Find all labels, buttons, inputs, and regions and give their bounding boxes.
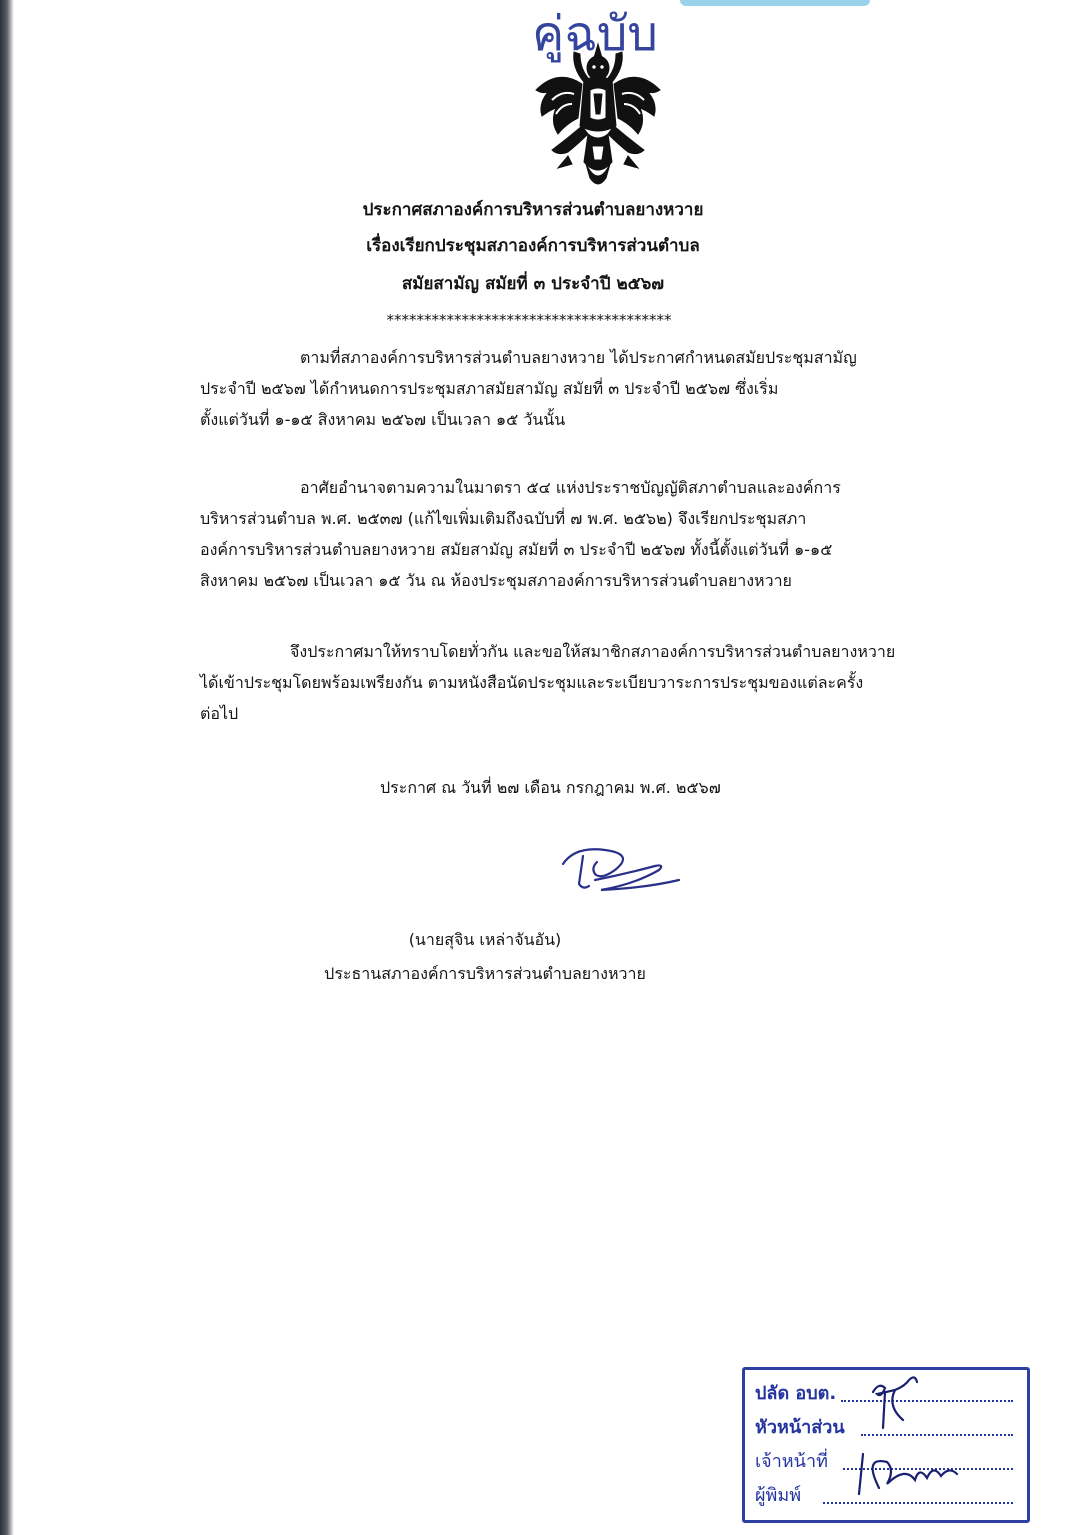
- paragraph-line: ตั้งแต่วันที่ ๑-๑๕ สิงหาคม ๒๕๖๗ เป็นเวลา ๑๕ วันนั้น: [200, 410, 566, 429]
- paragraph-line: องค์การบริหารส่วนตำบลยางหวาย สมัยสามัญ สมัยที่ ๓ ประจำปี ๒๕๖๗ ทั้งนี้ตั้งแต่วันที่ ๑-๑๕: [200, 540, 833, 559]
- paragraph-line: ประจำปี ๒๕๖๗ ได้กำหนดการประชุมสภาสมัยสามัญ สมัยที่ ๓ ประจำปี ๒๕๖๗ ซึ่งเริ่ม: [200, 379, 779, 398]
- session-line: สมัยสามัญ สมัยที่ ๓ ประจำปี ๒๕๖๗: [401, 274, 665, 294]
- announcement-title: ประกาศสภาองค์การบริหารส่วนตำบลยางหวาย: [362, 200, 704, 220]
- paragraph-2: [200, 472, 960, 596]
- paragraph-1: [200, 342, 960, 435]
- paragraph-line: สิงหาคม ๒๕๖๗ เป็นเวลา ๑๕ วัน ณ ห้องประชุมสภาองค์การบริหารส่วนตำบลยางหวาย: [200, 571, 792, 590]
- routing-row-typist: ผู้พิมพ์: [755, 1485, 802, 1506]
- signature-mark-icon: [555, 840, 685, 900]
- paragraph-line: ตามที่สภาองค์การบริหารส่วนตำบลยางหวาย ได้ประกาศกำหนดสมัยประชุมสามัญ: [300, 348, 857, 367]
- separator-line: **************************************: [386, 311, 672, 329]
- scan-edge-left: [0, 0, 14, 1535]
- routing-row-officer: เจ้าหน้าที่: [755, 1451, 828, 1472]
- signer-title: ประธานสภาองค์การบริหารส่วนตำบลยางหวาย: [324, 964, 646, 983]
- paragraph-line: บริหารส่วนตำบล พ.ศ. ๒๕๓๗ (แก้ไขเพิ่มเติมถึงฉบับที่ ๗ พ.ศ. ๒๕๖๒) จึงเรียกประชุมสภา: [200, 509, 807, 528]
- date-text: ประกาศ ณ วันที่ ๒๗ เดือน กรกฎาคม พ.ศ. ๒๕๖๗: [380, 778, 721, 797]
- paragraph-line: ต่อไป: [200, 704, 239, 723]
- routing-row-deputy: ปลัด อบต.: [755, 1383, 837, 1404]
- paragraph-line: อาศัยอำนาจตามความในมาตรา ๕๔ แห่งประราชบัญญัติสภาตำบลและองค์การ: [300, 478, 841, 497]
- initials-mark-icon: [745, 1370, 1027, 1520]
- scan-edge-top: [680, 0, 870, 6]
- paragraph-line: ได้เข้าประชุมโดยพร้อมเพรียงกัน ตามหนังสือนัดประชุมและระเบียบวาระการประชุมของแต่ละครั้ง: [200, 673, 864, 692]
- copy-stamp: คู่ฉบับ: [532, 6, 658, 62]
- paragraph-3: [200, 636, 970, 729]
- announcement-date: [380, 772, 721, 803]
- routing-stamp-box: [742, 1367, 1030, 1523]
- routing-row-section-head: หัวหน้าส่วน: [755, 1417, 845, 1438]
- subject-line: เรื่องเรียกประชุมสภาองค์การบริหารส่วนตำบล: [366, 236, 700, 256]
- signer-name: (นายสุจิน เหล่าจันอัน): [408, 930, 562, 949]
- paragraph-line: จึงประกาศมาให้ทราบโดยทั่วกัน และขอให้สมาชิกสภาองค์การบริหารส่วนตำบลยางหวาย: [290, 642, 896, 661]
